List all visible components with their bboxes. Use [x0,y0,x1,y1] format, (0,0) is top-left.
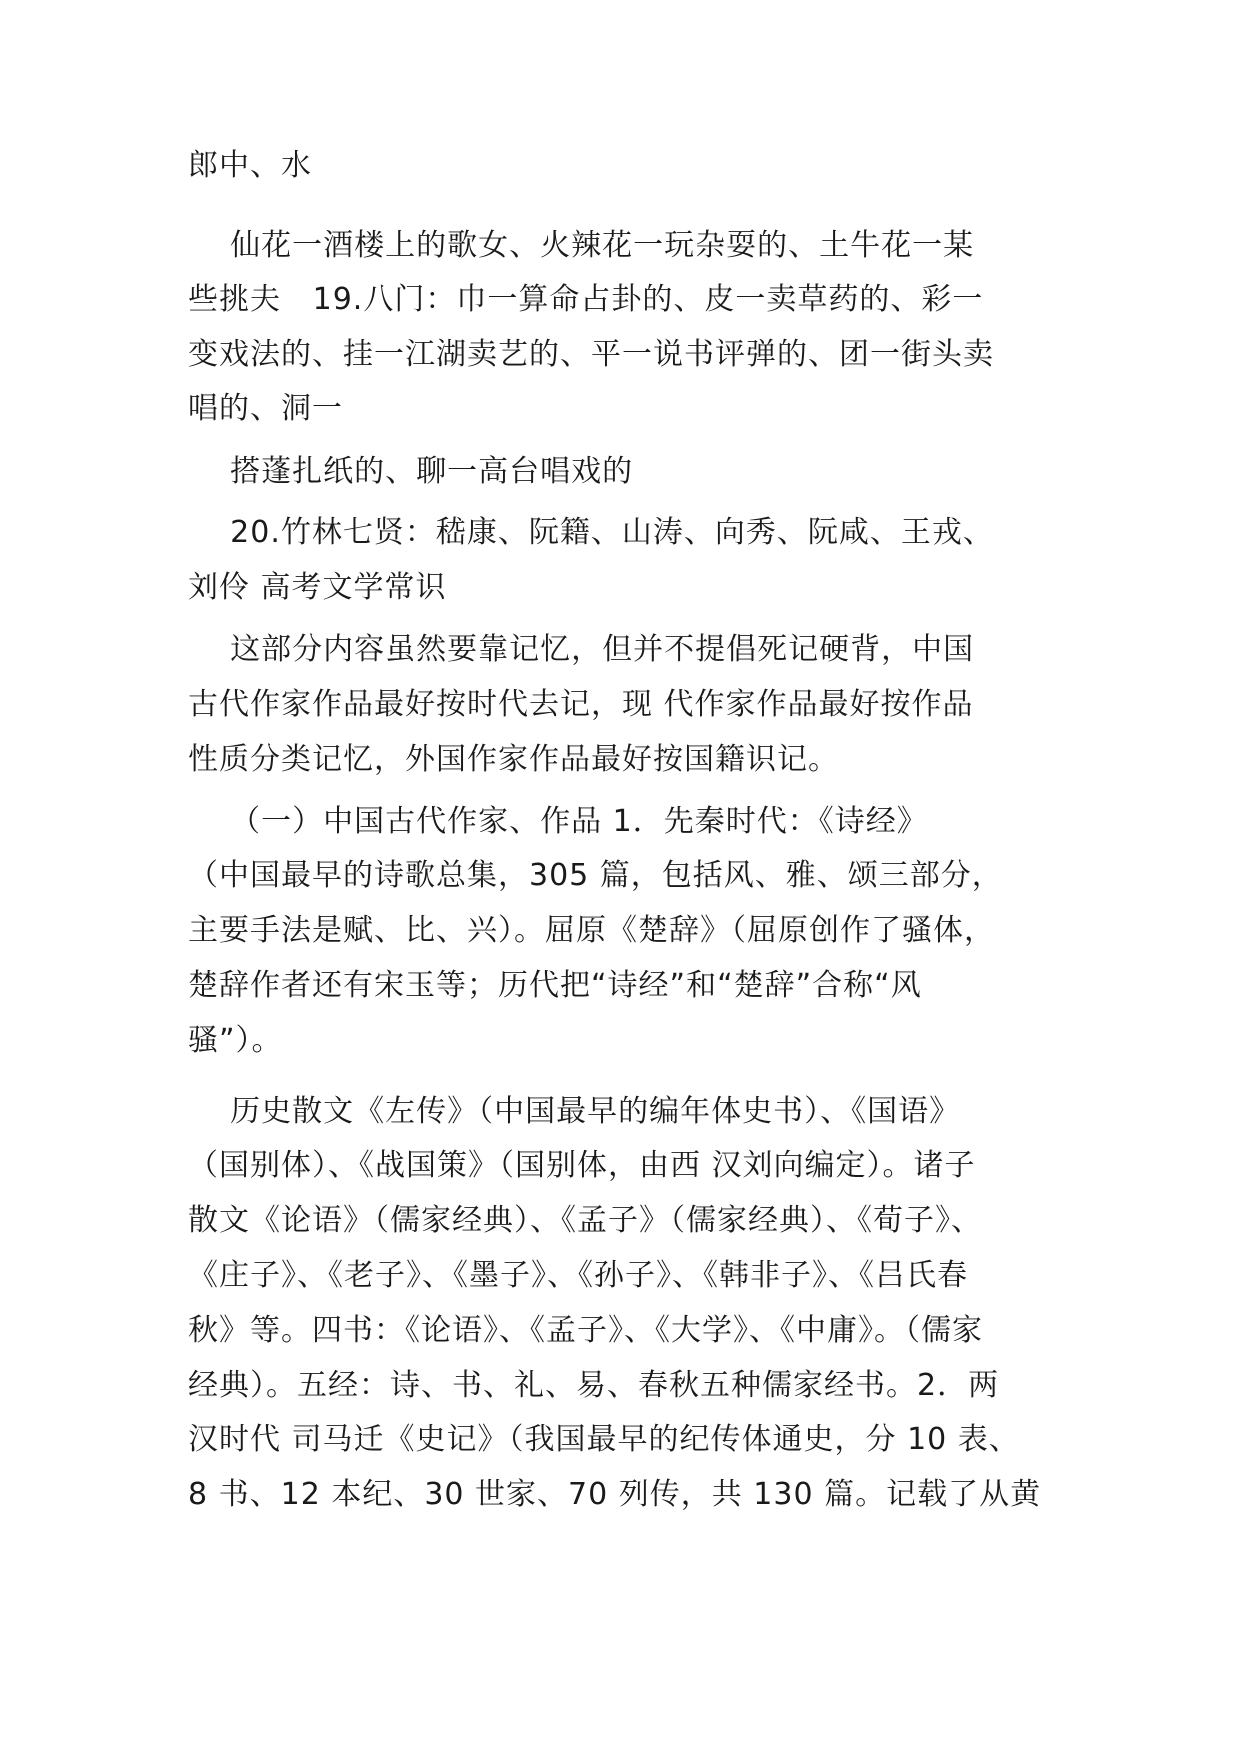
text-line: 古代作家作品最好按时代去记，现 代作家作品最好按作品 [188,687,974,722]
text-line: 历史散文《左传》（中国最早的编年体史书）、《国语》 [188,1094,961,1129]
text-line: 刘伶 高考文学常识 [188,570,447,605]
text-line: 些挑夫 19.八门：巾一算命占卦的、皮一卖草药的、彩一 [188,282,984,317]
text-line: （一）中国古代作家、作品 1．先秦时代：《诗经》 [188,804,928,839]
text-line: （国别体）、《战国策》（国别体，由西 汉刘向编定）。诸子 [188,1148,976,1183]
text-line: 散文《论语》（儒家经典）、《孟子》（儒家经典）、《荀子》、 [188,1203,982,1238]
text-line: 20.竹林七贤：嵇康、阮籍、山涛、向秀、阮咸、王戎、 [188,515,994,550]
text-line: 仙花一酒楼上的歌女、火辣花一玩杂耍的、土牛花一某 [188,228,975,263]
text-line: 唱的、洞一 [188,391,343,426]
text-line: 经典）。五经：诗、书、礼、易、春秋五种儒家经书。2．两 [188,1368,1000,1403]
text-line: 《庄子》、《老子》、《墨子》、《孙子》、《韩非子》、《吕氏春 [188,1258,968,1293]
text-line: 骚”）。 [188,1023,283,1058]
text-line: 楚辞作者还有宋玉等；历代把“诗经”和“楚辞”合称“风 [188,968,922,1003]
text-line: 搭蓬扎纸的、聊一高台唱戏的 [188,454,634,489]
text-line: 秋》等。四书：《论语》、《孟子》、《大学》、《中庸》。（儒家 [188,1313,983,1348]
text-line: 郎中、水 [188,148,312,183]
text-line: 性质分类记忆，外国作家作品最好按国籍识记。 [188,742,839,777]
text-line: 8 书、12 本纪、30 世家、70 列传，共 130 篇。记载了从黄 [188,1477,1042,1512]
text-line: 变戏法的、挂一江湖卖艺的、平一说书评弹的、团一街头卖 [188,337,994,372]
text-line: 这部分内容虽然要靠记忆，但并不提倡死记硬背，中国 [188,632,975,667]
text-line: 主要手法是赋、比、兴）。屈原《楚辞》（屈原创作了骚体， [188,913,995,948]
text-line: 汉时代 司马迁《史记》（我国最早的纪传体通史，分 10 表、 [188,1422,1020,1457]
text-line: （中国最早的诗歌总集，305 篇，包括风、雅、颂三部分， [188,858,1003,893]
